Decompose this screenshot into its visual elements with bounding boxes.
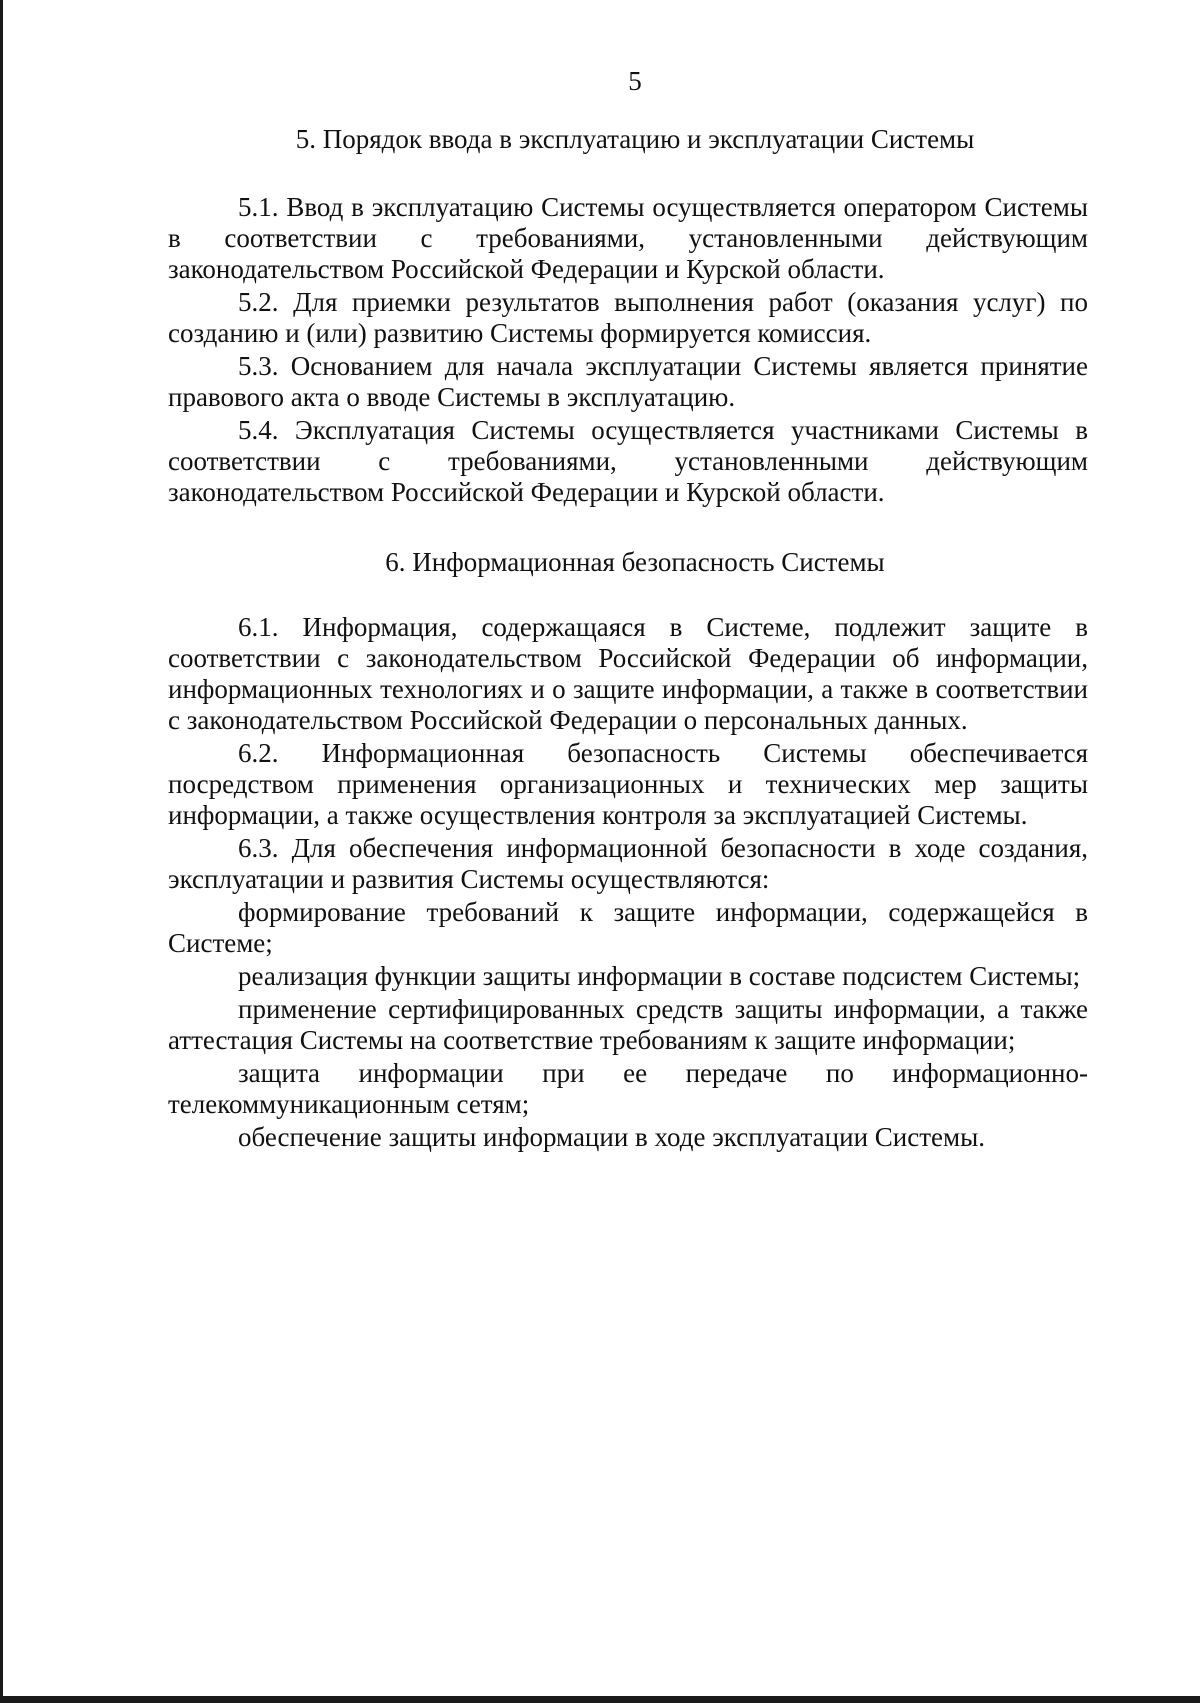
section-5-heading: 5. Порядок ввода в эксплуатацию и эксплуатации Системы	[295, 124, 975, 154]
paragraph-5-1: 5.1. Ввод в эксплуатацию Системы осуществляется оператором Системы в соответствии с требованиями, установленными действующим законодательством Российской Федерации и Курской области.	[168, 192, 1088, 284]
paragraph-5-4: 5.4. Эксплуатация Системы осуществляется участниками Системы в соответствии с требованиями, установленными действующим законодательством Российской Федерации и Курской области.	[168, 415, 1088, 507]
list-item-network-transfer: защита информации при ее передаче по информационно-телекоммуникационным сетям;	[168, 1058, 1088, 1119]
section-5-body	[168, 192, 1088, 510]
list-item-operation-protection: обеспечение защиты информации в ходе эксплуатации Системы.	[238, 1122, 985, 1152]
section-6-body	[168, 612, 1088, 1155]
scan-edge-bottom	[0, 1696, 1200, 1703]
scan-edge-left	[0, 0, 3, 1703]
page-number: 5	[628, 66, 642, 96]
section-6-heading: 6. Информационная безопасность Системы	[385, 547, 885, 577]
paragraph-5-3: 5.3. Основанием для начала эксплуатации Системы является принятие правового акта о вводе Системы в эксплуатацию.	[168, 351, 1088, 412]
paragraph-5-2: 5.2. Для приемки результатов выполнения работ (оказания услуг) по созданию и (или) развитию Системы формируется комиссия.	[168, 287, 1088, 348]
list-item-protection-function: реализация функции защиты информации в составе подсистем Системы;	[238, 961, 1081, 991]
list-item-certified-tools: применение сертифицированных средств защиты информации, а также аттестация Системы на соответствие требованиям к защите информации;	[168, 994, 1088, 1055]
paragraph-6-2: 6.2. Информационная безопасность Системы обеспечивается посредством применения организационных и технических мер защиты информации, а также осуществления контроля за эксплуатацией Системы.	[168, 738, 1088, 830]
paragraph-6-3: 6.3. Для обеспечения информационной безопасности в ходе создания, эксплуатации и развития Системы осуществляются:	[168, 833, 1088, 894]
paragraph-6-1: 6.1. Информация, содержащаяся в Системе, подлежит защите в соответствии с законодательством Российской Федерации об информации, информационных технологиях и о защите информации, а также в соответствии с законодательством Российской Федерации о персональных данных.	[168, 612, 1088, 735]
list-item-requirements: формирование требований к защите информации, содержащейся в Системе;	[168, 897, 1088, 958]
